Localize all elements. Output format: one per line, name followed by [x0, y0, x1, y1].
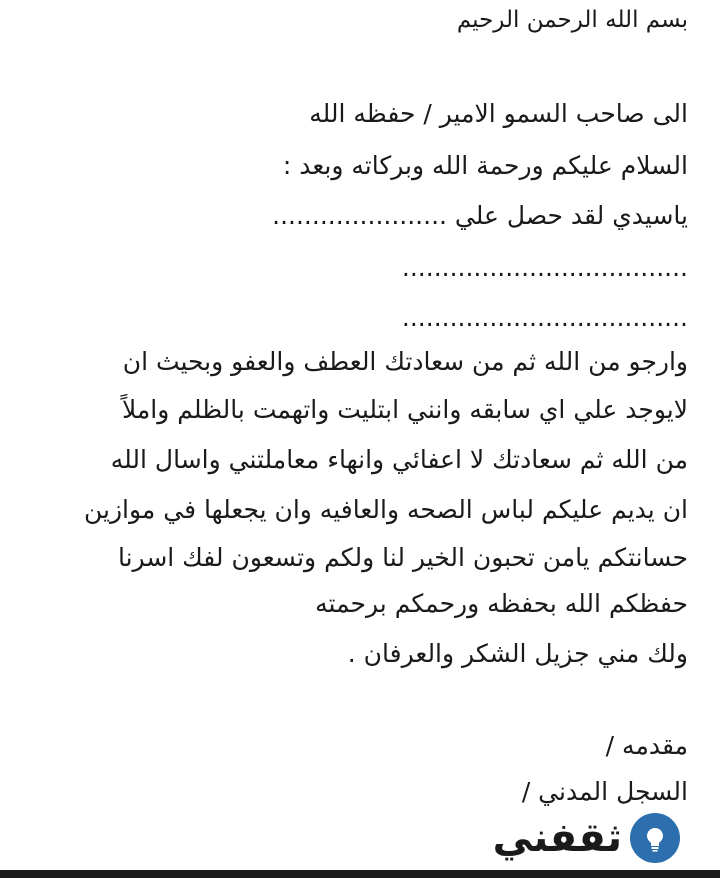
body-line: من الله ثم سعادتك لا اعفائي وانهاء معاملتني واسال الله: [110, 445, 688, 474]
body-line: وارجو من الله ثم من سعادتك العطف والعفو وبحيث ان: [122, 347, 688, 376]
site-watermark: [493, 806, 680, 870]
opening-line: ياسيدي لقد حصل علي ......................: [272, 201, 688, 230]
dotted-line: ....................................: [401, 253, 688, 282]
civil-registry-label: السجل المدني /: [521, 777, 688, 806]
basmala: بسم الله الرحمن الرحيم: [456, 7, 688, 33]
dotted-line: ....................................: [401, 303, 688, 332]
body-line: حسانتكم يامن تحبون الخير لنا ولكم وتسعون لفك اسرنا: [117, 543, 688, 572]
greeting-line: السلام عليكم ورحمة الله وبركاته وبعد :: [282, 151, 688, 180]
lightbulb-icon: [630, 813, 680, 863]
recipient-line: الى صاحب السمو الامير / حفظه الله: [309, 99, 688, 128]
bottom-border: [0, 870, 720, 878]
body-line: لايوجد علي اي سابقه وانني ابتليت واتهمت بالظلم واملاً: [121, 395, 688, 424]
watermark-text: ثقفني: [492, 815, 622, 861]
body-line: ان يديم عليكم لباس الصحه والعافيه وان يجعلها في موازين: [83, 495, 688, 524]
body-line: حفظكم الله بحفظه ورحمكم برحمته: [315, 589, 688, 618]
body-line: ولك مني جزيل الشكر والعرفان .: [347, 639, 688, 668]
submitted-by-label: مقدمه /: [605, 731, 688, 760]
